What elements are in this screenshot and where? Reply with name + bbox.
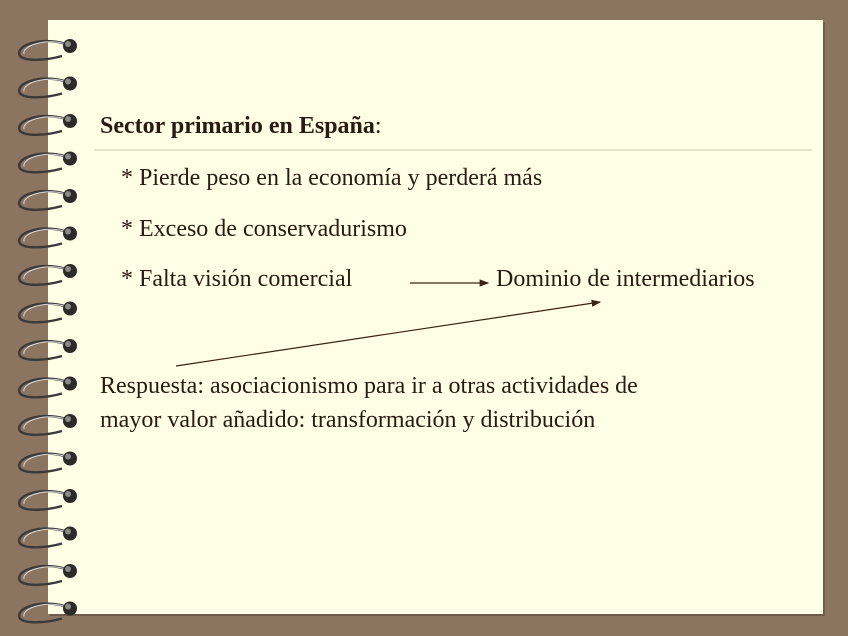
spiral-ring bbox=[19, 452, 77, 473]
bullet-item: * Exceso de conservadurismo bbox=[121, 216, 407, 242]
spiral-ring bbox=[19, 602, 77, 623]
slide-title-colon: : bbox=[374, 113, 382, 139]
slide-title bbox=[100, 113, 382, 140]
spiral-ring bbox=[19, 152, 77, 173]
spiral-ring bbox=[19, 377, 77, 398]
spiral-ring bbox=[19, 264, 77, 285]
spiral-ring bbox=[19, 189, 77, 210]
title-divider bbox=[94, 149, 812, 151]
notebook-page bbox=[48, 20, 823, 614]
answer-text bbox=[100, 369, 800, 437]
slide-title-bold: Sector primario en España bbox=[100, 113, 375, 139]
spiral-ring bbox=[19, 114, 77, 135]
spiral-binding-icon bbox=[0, 0, 90, 636]
spiral-ring bbox=[19, 414, 77, 435]
spiral-ring bbox=[19, 227, 77, 248]
spiral-ring bbox=[19, 564, 77, 585]
bullet-item: * Falta visión comercial bbox=[121, 266, 353, 292]
answer-line-2: mayor valor añadido: transformación y distribución bbox=[100, 407, 596, 433]
bullet-item: * Pierde peso en la economía y perderá más bbox=[121, 165, 543, 191]
spiral-ring bbox=[19, 339, 77, 360]
spiral-ring bbox=[19, 77, 77, 98]
spiral-ring bbox=[19, 489, 77, 510]
spiral-ring bbox=[19, 39, 77, 60]
answer-line-1: Respuesta: asociacionismo para ir a otras actividades de bbox=[100, 373, 638, 399]
spiral-ring bbox=[19, 302, 77, 323]
result-text: Dominio de intermediarios bbox=[496, 266, 755, 292]
spiral-ring bbox=[19, 527, 77, 548]
